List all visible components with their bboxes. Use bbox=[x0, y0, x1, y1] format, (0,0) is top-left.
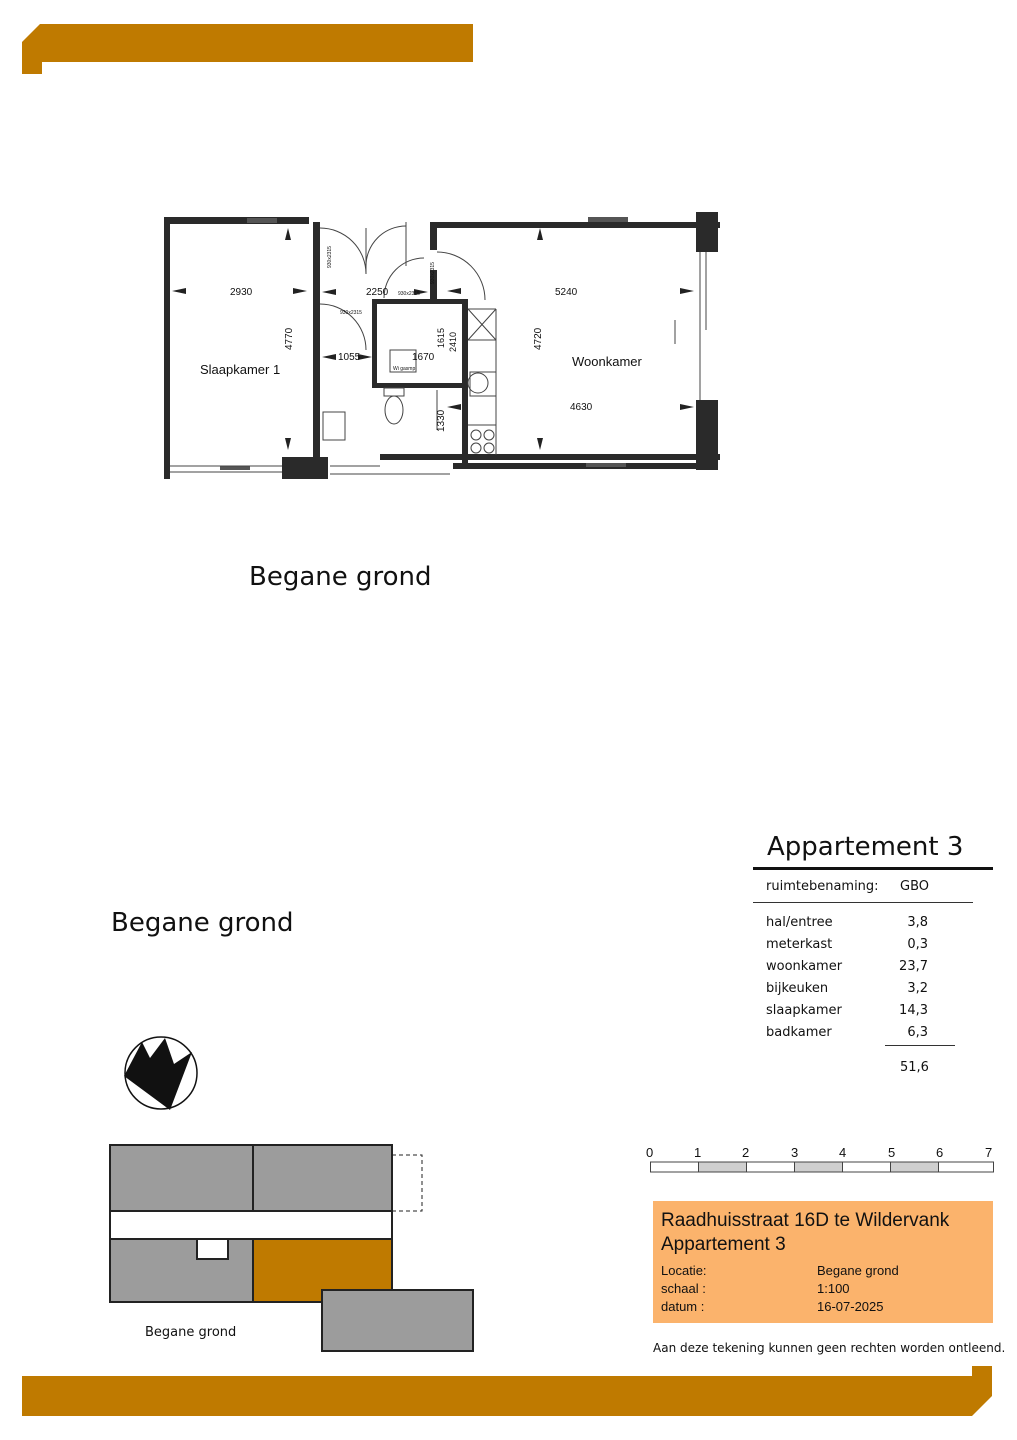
scale-tick-label: 2 bbox=[742, 1145, 750, 1160]
floor-plan bbox=[150, 200, 740, 520]
scale-tick-label: 1 bbox=[694, 1145, 702, 1160]
small-label: Wi gasmp bbox=[393, 366, 416, 372]
table-row bbox=[766, 1003, 936, 1025]
title-block-row-label: Locatie: bbox=[661, 1263, 707, 1278]
dim-bed-width: 2930 bbox=[230, 287, 253, 298]
table-row bbox=[766, 937, 936, 959]
table-row bbox=[766, 915, 936, 937]
scale-tick-label: 6 bbox=[936, 1145, 944, 1160]
scale-tick-label: 0 bbox=[646, 1145, 654, 1160]
dim-hall-width: 2250 bbox=[366, 287, 389, 298]
room-name: meterkast bbox=[766, 937, 833, 952]
dim-bed-depth: 4770 bbox=[284, 327, 295, 350]
room-name: bijkeuken bbox=[766, 981, 829, 996]
table-row bbox=[766, 1025, 936, 1047]
table-row bbox=[766, 959, 936, 981]
title-block-row bbox=[661, 1263, 981, 1278]
north-arrow-icon bbox=[120, 1034, 202, 1114]
title-block-address: Raadhuisstraat 16D te Wildervank bbox=[661, 1210, 950, 1231]
scale-tick-label: 4 bbox=[839, 1145, 847, 1160]
scale-tick-label: 5 bbox=[888, 1145, 896, 1160]
table-header-unit: GBO bbox=[900, 879, 929, 894]
title-block-row bbox=[661, 1281, 981, 1296]
dim-1615: 1615 bbox=[436, 327, 446, 348]
room-area: 3,2 bbox=[907, 981, 928, 996]
disclaimer: Aan deze tekening kunnen geen rechten worden ontleend. bbox=[653, 1341, 1006, 1355]
dim-1670: 1670 bbox=[412, 352, 435, 363]
title-block-row-value: 1:100 bbox=[817, 1281, 850, 1296]
room-area: 14,3 bbox=[899, 1003, 928, 1018]
door-a-label: 930x2315 bbox=[327, 246, 333, 268]
apartment-title: Appartement 3 bbox=[767, 832, 964, 862]
total-area: 51,6 bbox=[900, 1060, 929, 1075]
dim-1330: 1330 bbox=[436, 409, 447, 432]
level-label: Begane grond bbox=[111, 908, 294, 938]
title-block-row-label: datum : bbox=[661, 1299, 705, 1314]
room-bedroom-label: Slaapkamer 1 bbox=[200, 362, 281, 377]
bottom-banner bbox=[0, 1360, 1017, 1440]
room-area: 0,3 bbox=[907, 937, 928, 952]
scale-tick-label: 3 bbox=[791, 1145, 799, 1160]
door-d-label: 930x2315 bbox=[398, 291, 420, 297]
title-block-row bbox=[661, 1299, 981, 1314]
room-name: badkamer bbox=[766, 1025, 832, 1040]
plan-level-label: Begane grond bbox=[249, 562, 432, 592]
title-block bbox=[653, 1201, 993, 1323]
area-table bbox=[766, 915, 936, 1047]
dim-living-width: 5240 bbox=[555, 287, 578, 298]
dim-living-depth: 4720 bbox=[533, 327, 544, 350]
room-name: hal/entree bbox=[766, 915, 833, 930]
title-underline bbox=[753, 867, 993, 870]
keyplan-label: Begane grond bbox=[145, 1325, 237, 1340]
room-name: woonkamer bbox=[766, 959, 843, 974]
dim-living-inner: 4630 bbox=[570, 402, 593, 413]
table-header-name: ruimtebenaming: bbox=[766, 879, 879, 894]
scale-bar bbox=[646, 1145, 995, 1175]
room-area: 23,7 bbox=[899, 959, 928, 974]
top-banner bbox=[0, 0, 1017, 80]
room-living-label: Woonkamer bbox=[572, 354, 642, 369]
room-area: 6,3 bbox=[907, 1025, 928, 1040]
dim-1055: 1055 bbox=[338, 352, 361, 363]
title-block-row-value: Begane grond bbox=[817, 1263, 899, 1278]
room-area: 3,8 bbox=[907, 915, 928, 930]
title-block-row-value: 16-07-2025 bbox=[817, 1299, 884, 1314]
door-c-label: 930x2315 bbox=[340, 310, 362, 316]
title-block-apartment: Appartement 3 bbox=[661, 1234, 786, 1255]
scale-tick-label: 7 bbox=[985, 1145, 993, 1160]
title-block-row-label: schaal : bbox=[661, 1281, 706, 1296]
room-name: slaapkamer bbox=[766, 1003, 842, 1018]
table-header-rule bbox=[753, 902, 973, 903]
table-row bbox=[766, 981, 936, 1003]
total-rule bbox=[885, 1045, 955, 1046]
dim-2410: 2410 bbox=[448, 331, 458, 352]
door-b-label: 930x2315 bbox=[430, 262, 436, 284]
